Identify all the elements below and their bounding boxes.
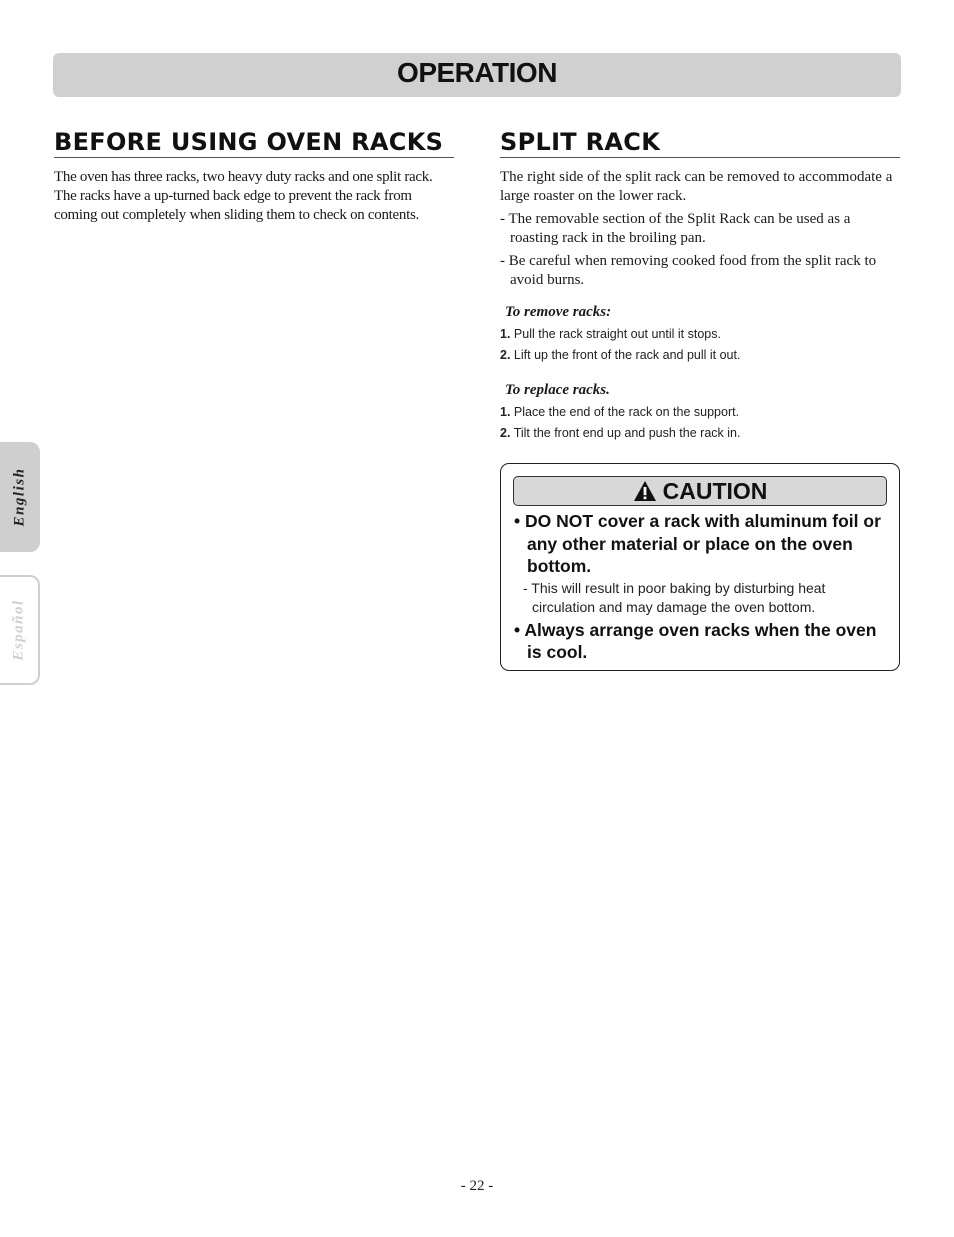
step-text: Pull the rack straight out until it stops. bbox=[513, 327, 721, 341]
section-banner bbox=[53, 53, 901, 97]
tab-espanol[interactable] bbox=[0, 575, 40, 685]
tab-english[interactable] bbox=[0, 442, 40, 552]
replace-racks-heading: To replace racks. bbox=[505, 382, 610, 398]
step-number: 1. bbox=[500, 405, 511, 419]
remove-step-1 bbox=[500, 325, 900, 343]
section-title: SPLIT RACK bbox=[500, 128, 900, 158]
split-rack-section bbox=[500, 128, 900, 442]
tab-english-label: English bbox=[11, 467, 28, 527]
caution-bullet: • Always arrange oven racks when the oven is cool. bbox=[514, 619, 877, 662]
banner-title: OPERATION bbox=[397, 57, 557, 88]
caution-box bbox=[500, 463, 900, 671]
step-number: 2. bbox=[500, 348, 511, 362]
caution-header bbox=[513, 476, 887, 506]
caution-bullet: • DO NOT cover a rack with aluminum foil or any other material or place on the oven bottom. bbox=[514, 511, 881, 576]
warning-triangle-icon bbox=[633, 480, 657, 502]
caution-content bbox=[514, 510, 892, 664]
step-text: Tilt the front end up and push the rack in. bbox=[513, 426, 741, 440]
list-item: - Be careful when removing cooked food from the split rack to avoid burns. bbox=[500, 253, 877, 288]
remove-racks-heading: To remove racks: bbox=[505, 304, 612, 320]
caution-label: CAUTION bbox=[662, 477, 768, 504]
step-number: 1. bbox=[500, 327, 511, 341]
list-item: - The removable section of the Split Rack can be used as a roasting rack in the broiling pan. bbox=[500, 211, 851, 246]
section-title: BEFORE USING OVEN RACKS bbox=[54, 128, 454, 158]
tab-espanol-label: Español bbox=[10, 599, 27, 661]
step-number: 2. bbox=[500, 426, 511, 440]
step-text: Lift up the front of the rack and pull it out. bbox=[513, 348, 741, 362]
before-using-oven-racks-section bbox=[54, 128, 454, 225]
step-text: Place the end of the rack on the support. bbox=[513, 405, 740, 419]
replace-step-2 bbox=[500, 424, 900, 442]
section-paragraph: The oven has three racks, two heavy duty racks and one split rack. The racks have a up-turned back edge to prevent the rack from coming out completely when sliding them to check on contents. bbox=[54, 169, 433, 223]
caution-note: - This will result in poor baking by disturbing heat circulation and may damage the oven bottom. bbox=[523, 579, 826, 615]
replace-step-1 bbox=[500, 403, 900, 421]
remove-step-2 bbox=[500, 346, 900, 364]
page-number: - 22 - bbox=[460, 1178, 494, 1194]
section-intro: The right side of the split rack can be removed to accommodate a large roaster on the lower rack. bbox=[500, 169, 893, 204]
